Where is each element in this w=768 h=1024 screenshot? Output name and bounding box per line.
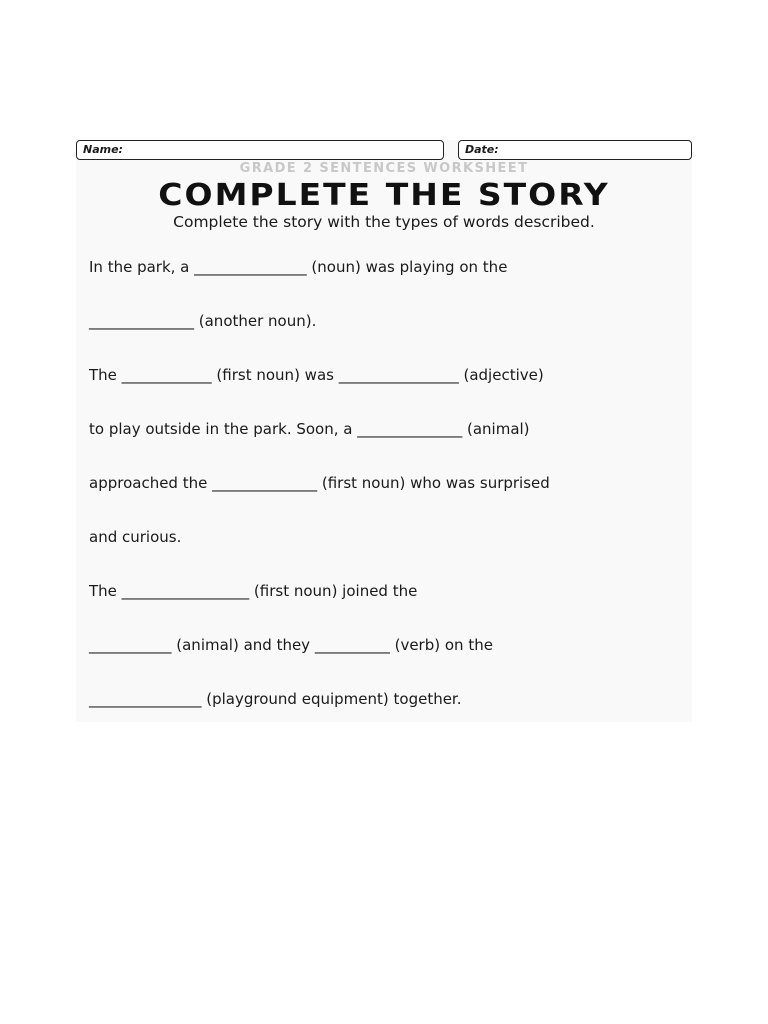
worksheet-title: COMPLETE THE STORY [158, 176, 610, 213]
story-line: approached the ______________ (first noun) who was surprised [89, 474, 550, 492]
story-line: ______________ (another noun). [89, 312, 317, 330]
name-field[interactable] [76, 140, 444, 160]
story-line: In the park, a _______________ (noun) was playing on the [89, 258, 508, 276]
story-line: The _________________ (first noun) joined the [89, 582, 418, 600]
name-label: Name: [83, 143, 123, 156]
story-text [89, 257, 689, 743]
story-line: _______________ (playground equipment) together. [89, 690, 462, 708]
story-line: to play outside in the park. Soon, a ______________ (animal) [89, 420, 530, 438]
story-line: ___________ (animal) and they __________ (verb) on the [89, 636, 493, 654]
date-field[interactable] [458, 140, 692, 160]
story-line: and curious. [89, 528, 182, 546]
instructions: Complete the story with the types of words described. [173, 213, 595, 231]
worksheet [76, 140, 692, 722]
story-line: The ____________ (first noun) was ________________ (adjective) [89, 366, 544, 384]
date-label: Date: [465, 143, 499, 156]
worksheet-subtitle: GRADE 2 SENTENCES WORKSHEET [239, 161, 529, 176]
